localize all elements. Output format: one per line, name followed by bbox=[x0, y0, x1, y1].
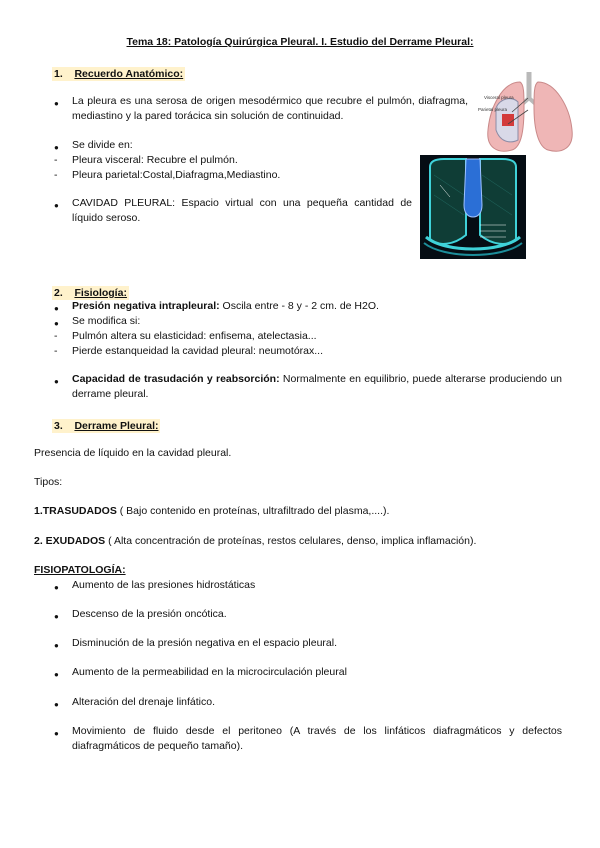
bullet-icon: ● bbox=[54, 670, 59, 679]
bullet-icon: ● bbox=[54, 143, 59, 152]
bullet-icon: ● bbox=[54, 700, 59, 709]
capacidad-label: Capacidad de trasudación y reabsorción: bbox=[72, 373, 280, 385]
exudados-line bbox=[34, 534, 476, 549]
dash-marker: - bbox=[54, 169, 58, 181]
label-parietal-pleura: Parietal pleura bbox=[478, 107, 508, 112]
paragraph-presion-negativa bbox=[72, 299, 379, 314]
item-pulmon-elasticidad: Pulmón altera su elasticidad: enfisema, atelectasia... bbox=[72, 330, 317, 342]
dash-marker: - bbox=[54, 345, 58, 357]
fisio-item: Disminución de la presión negativa en el espacio pleural. bbox=[72, 637, 337, 649]
fisiopatologia-heading: FISIOPATOLOGÍA: bbox=[34, 564, 126, 576]
fisio-item: Alteración del drenaje linfático. bbox=[72, 696, 216, 708]
section-2-number: 2. bbox=[54, 287, 63, 299]
bullet-icon: ● bbox=[54, 377, 59, 386]
tipos-label: Tipos: bbox=[34, 476, 63, 488]
section-3-number: 3. bbox=[54, 420, 63, 432]
exudados-text: ( Alta concentración de proteínas, restos celulares, denso, implica inflamación). bbox=[105, 535, 477, 547]
section-1-title: Recuerdo Anatómico: bbox=[74, 68, 184, 80]
fisio-item: Aumento de las presiones hidrostáticas bbox=[72, 579, 256, 591]
bullet-icon: ● bbox=[54, 99, 59, 108]
fisio-item: Movimiento de fluido desde el peritoneo (A través de los linfáticos diafragmáticos y defectos diafragmáticos de pequeño tamaño). bbox=[72, 725, 562, 752]
paragraph-derrame-intro: Presencia de líquido en la cavidad pleural. bbox=[34, 447, 232, 459]
label-visceral-pleura: Visceral pleura bbox=[484, 95, 514, 100]
paragraph-pleura: La pleura es una serosa de origen mesodérmico que recubre el pulmón, diafragma, mediastino y la pared torácica sin solución de continuidad. bbox=[72, 95, 468, 122]
section-3-title: Derrame Pleural: bbox=[74, 420, 159, 432]
lung-illustration-icon bbox=[472, 68, 586, 156]
fisio-item: Aumento de la permeabilidad en la microcirculación pleural bbox=[72, 666, 347, 678]
bullet-icon: ● bbox=[54, 304, 59, 313]
paragraph-capacidad-trasudacion bbox=[72, 372, 562, 402]
document-title: Tema 18: Patología Quirúrgica Pleural. I. Estudio del Derrame Pleural: bbox=[126, 36, 474, 48]
bullet-icon: ● bbox=[54, 319, 59, 328]
item-estanqueidad: Pierde estanqueidad la cavidad pleural: neumotórax... bbox=[72, 345, 323, 357]
thorax-cross-section-figure bbox=[420, 155, 526, 259]
capacidad-text: Normalmente en equilibrio, puede alterarse produciendo un derrame pleural. bbox=[72, 373, 562, 400]
exudados-label: 2. EXUDADOS bbox=[34, 535, 106, 547]
bullet-icon: ● bbox=[54, 612, 59, 621]
dash-marker: - bbox=[54, 330, 58, 342]
bullet-icon: ● bbox=[54, 583, 59, 592]
presion-negativa-label: Presión negativa intrapleural: bbox=[72, 300, 220, 312]
paragraph-se-modifica: Se modifica si: bbox=[72, 315, 141, 327]
item-pleura-parietal: Pleura parietal:Costal,Diafragma,Mediastino. bbox=[72, 169, 281, 181]
trasudados-line bbox=[34, 504, 389, 519]
trasudados-label: 1.TRASUDADOS bbox=[34, 505, 117, 517]
paragraph-se-divide: Se divide en: bbox=[72, 139, 133, 151]
lung-pleura-figure bbox=[472, 68, 586, 156]
dash-marker: - bbox=[54, 154, 58, 166]
fisio-item: Descenso de la presión oncótica. bbox=[72, 608, 227, 620]
bullet-icon: ● bbox=[54, 641, 59, 650]
presion-negativa-text: Oscila entre - 8 y - 2 cm. de H2O. bbox=[219, 300, 379, 312]
bullet-icon: ● bbox=[54, 201, 59, 210]
bullet-icon: ● bbox=[54, 729, 59, 738]
trasudados-text: ( Bajo contenido en proteínas, ultrafiltrado del plasma,....). bbox=[116, 505, 390, 517]
section-1-heading bbox=[52, 64, 185, 82]
section-1-number: 1. bbox=[54, 68, 63, 80]
section-3-heading bbox=[52, 416, 160, 434]
item-pleura-visceral: Pleura visceral: Recubre el pulmón. bbox=[72, 154, 238, 166]
section-2-title: Fisiología: bbox=[74, 287, 127, 299]
paragraph-cavidad-pleural: CAVIDAD PLEURAL: Espacio virtual con una pequeña cantidad de líquido seroso. bbox=[72, 197, 412, 224]
cross-section-illustration-icon bbox=[420, 155, 526, 259]
